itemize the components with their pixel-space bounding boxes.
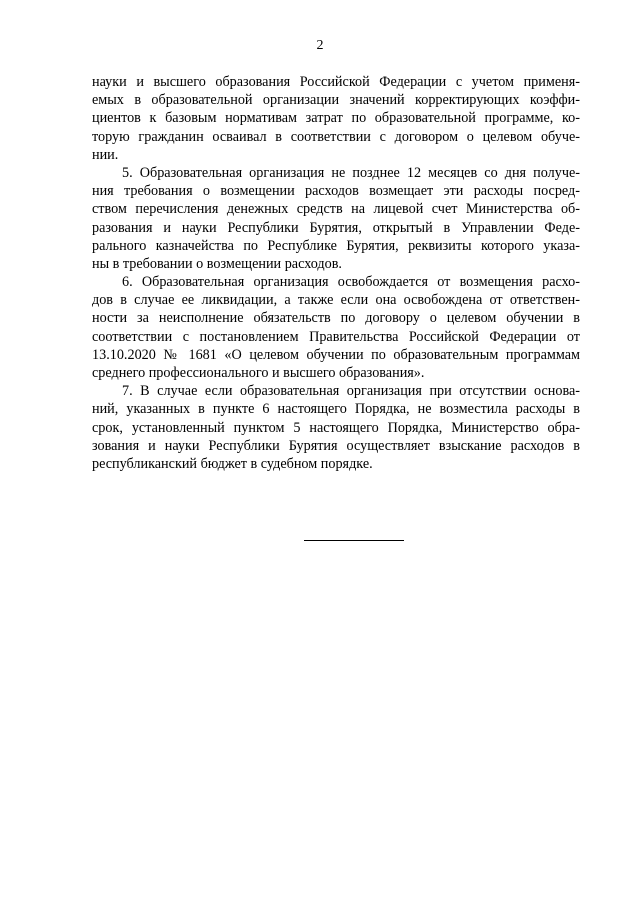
text-line: науки и высшего образования Российской Федерации с учетом применя- [92,74,580,90]
text-line: среднего профессионального и высшего образования». [92,365,425,381]
text-line: циентов к базовым нормативам затрат по образовательной программе, ко- [92,110,580,127]
text-line: ством перечисления денежных средств на лицевой счет Министерства об- [92,201,580,218]
text-line: рального казначейства по Республике Бурятия, реквизиты которого указа- [92,237,580,254]
text-line: соответствии с постановлением Правительства Российской Федерации от [92,328,580,345]
document-body [92,73,580,473]
text-line: 6. Образовательная организация освобождается от возмещения расхо- [122,274,580,291]
end-separator-line [304,540,404,541]
text-line: емых в образовательной организации значений корректирующих коэффи- [92,92,580,109]
paragraph-continuation [92,73,580,164]
text-line: зования и науки Республики Бурятия осуществляет взыскание расходов в [92,437,580,454]
text-line: нии. [92,146,119,163]
text-line: 13.10.2020 № 1681 «О целевом обучении по образовательным программам [92,346,580,363]
text-line: ности за неисполнение обязательств по договору о целевом обучении в [92,310,580,327]
text-line: ний, указанных в пункте 6 настоящего Порядка, не возместила расходы в [92,401,580,418]
text-line: 7. В случае если образовательная организация при отсутствии основа- [122,383,580,400]
paragraph-item-5 [92,164,580,273]
text-line: республиканский бюджет в судебном порядке. [92,455,373,472]
paragraph-item-7 [92,382,580,473]
text-line: 5. Образовательная организация не позднее 12 месяцев со дня получе- [122,164,580,181]
page-number: 2 [316,38,324,53]
text-line: ны в требовании о возмещении расходов. [92,255,342,272]
paragraph-item-6 [92,273,580,382]
text-line: ния требования о возмещении расходов возмещает эти расходы посред- [92,183,580,200]
text-line: дов в случае ее ликвидации, а также если она освобождена от ответствен- [92,292,580,309]
text-line: разования и науки Республики Бурятия, открытый в Управлении Феде- [92,219,580,236]
text-line: торую гражданин осваивал в соответствии с договором о целевом обуче- [92,128,580,145]
text-line: срок, установленный пунктом 5 настоящего Порядка, Министерство обра- [92,419,580,436]
